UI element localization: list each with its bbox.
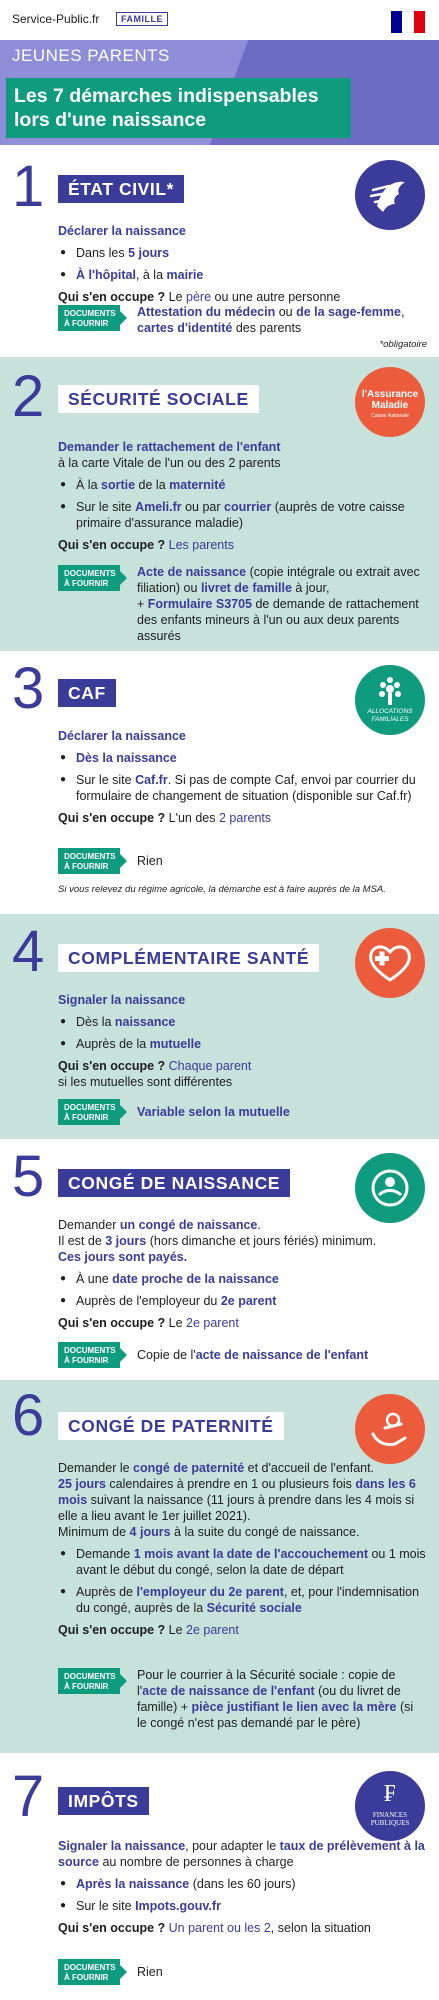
- assurance-maladie-logo: [355, 367, 425, 437]
- text: (dans les 60 jours): [189, 1877, 296, 1891]
- section-body: [58, 223, 429, 311]
- text: PUBLIQUES: [370, 1819, 410, 1827]
- intro-text: Demander un congé de naissance. Il est de 3 jours (hors dimanche et jours fériés) minimum. Ces jours sont payés.: [58, 1218, 377, 1264]
- list-item: [58, 1898, 429, 1914]
- action-text: Déclarer la naissance: [58, 224, 186, 238]
- list-item: [58, 267, 429, 283]
- text: suivant la naissance (11 jours à prendre dans les 4 mois si elle a lieu avant le 1er juillet 2021).: [58, 1493, 415, 1523]
- text: cartes d'identité: [137, 321, 233, 335]
- text: Il est de: [58, 1234, 106, 1248]
- hands-baby-icon: [355, 1394, 425, 1464]
- text: livret de famille: [200, 581, 292, 595]
- text: un congé de naissance: [119, 1218, 258, 1232]
- finances-publiques-logo: [355, 1771, 425, 1841]
- text: mairie: [166, 268, 204, 282]
- text: Sur le site: [76, 500, 136, 514]
- text: À FOURNIR: [64, 1113, 109, 1122]
- text: père: [186, 290, 212, 304]
- list-item: [58, 1036, 429, 1052]
- section-body: [58, 1217, 429, 1337]
- text: À FOURNIR: [64, 1973, 109, 1982]
- who-question: Qui s'en occupe ?: [58, 1921, 166, 1935]
- action-text: [58, 439, 429, 471]
- text: à jour,: [291, 581, 330, 595]
- text: 1 mois avant la date de l'accouchement: [133, 1547, 368, 1561]
- who-line: [58, 1622, 429, 1638]
- documents-badge: [58, 1668, 120, 1694]
- text: Sécurité sociale: [206, 1601, 302, 1615]
- text: Ameli.fr: [135, 500, 182, 514]
- hero-banner: [0, 40, 439, 145]
- text: À la: [76, 478, 102, 492]
- text: (copie intégrale ou extrait avec filiation) ou: [137, 565, 420, 595]
- who-line: [58, 810, 429, 826]
- text: l'Assurance: [361, 389, 419, 400]
- text: À FOURNIR: [64, 579, 109, 588]
- text: 25 jours: [58, 1477, 106, 1491]
- text: Attestation du médecin: [137, 305, 276, 319]
- section-body: [58, 1838, 429, 1942]
- text: maternité: [169, 478, 226, 492]
- text: (si le congé n'est pas demandé par le père): [137, 1700, 414, 1730]
- who-question: Qui s'en occupe ?: [58, 538, 166, 552]
- text: Acte de naissance: [137, 565, 247, 579]
- documents-text: [137, 304, 425, 336]
- text: 2 parents: [219, 811, 272, 825]
- section-body: [58, 728, 429, 832]
- section-etat-civil: [0, 145, 439, 357]
- text: dans les 6 mois: [58, 1477, 416, 1507]
- text: DOCUMENTS: [64, 1103, 116, 1112]
- text: ou: [275, 305, 297, 319]
- header: [0, 0, 439, 40]
- text: de la sage-femme: [296, 305, 401, 319]
- text: et d'accueil de l'enfant.: [244, 1461, 375, 1475]
- logo-text: [355, 708, 425, 724]
- text: pièce justifiant le lien avec la mère: [191, 1700, 397, 1714]
- who-question: Qui s'en occupe ?: [58, 290, 166, 304]
- who-question: Qui s'en occupe ?: [58, 1059, 166, 1073]
- text: date proche de la naissance: [112, 1272, 279, 1286]
- who-line: [58, 289, 429, 305]
- section-body: [58, 992, 429, 1096]
- text: Auprès de: [76, 1585, 137, 1599]
- text: mutuelle: [149, 1037, 202, 1051]
- text: Le: [165, 290, 187, 304]
- who-line: [58, 1058, 429, 1090]
- text: (auprès de votre caisse primaire d'assurance maladie): [76, 500, 405, 530]
- who-question: Qui s'en occupe ?: [58, 1623, 166, 1637]
- section-caf: [0, 651, 439, 914]
- text: , et, pour l'indemnisation du congé, auprès de la: [76, 1585, 420, 1615]
- section-securite-sociale: [0, 357, 439, 651]
- section-title: CAF: [58, 679, 116, 707]
- step-number: 2: [12, 364, 45, 429]
- text: DOCUMENTS: [64, 1346, 116, 1355]
- text: ou par: [181, 500, 224, 514]
- text: 5 jours: [128, 246, 170, 260]
- documents-badge: [58, 1342, 120, 1368]
- list-item: [58, 750, 429, 766]
- text: congé de paternité: [133, 1461, 245, 1475]
- text: Dans les: [76, 246, 129, 260]
- section-title: ÉTAT CIVIL*: [58, 175, 184, 203]
- marianne-flag-icon: [391, 11, 425, 33]
- step-number: 1: [12, 154, 45, 219]
- documents-text: Rien: [137, 1965, 163, 1979]
- list-item: [58, 499, 429, 531]
- text: de demande de rattachement des enfants mineurs à l'un ou aux deux parents assurés: [137, 597, 419, 643]
- text: ou une autre personne: [211, 290, 341, 304]
- documents-text: [137, 1667, 425, 1731]
- text: DOCUMENTS: [64, 569, 116, 578]
- text: Auprès de l'employeur du: [76, 1294, 221, 1308]
- text: à la suite du congé de naissance.: [170, 1525, 360, 1539]
- list-item: [58, 1293, 429, 1309]
- text: DOCUMENTS: [64, 309, 116, 318]
- list-item: [58, 772, 429, 804]
- who-line: [58, 537, 429, 553]
- logo-text: [355, 1811, 425, 1827]
- documents-badge: [58, 1099, 120, 1125]
- text: taux de prélèvement à la source: [58, 1839, 425, 1869]
- action-text: Signaler la naissance: [58, 993, 186, 1007]
- list-item: [58, 477, 429, 493]
- text: Demander le rattachement de l'enfant: [58, 440, 281, 454]
- text: Le: [165, 1623, 187, 1637]
- list-item: [58, 1014, 429, 1030]
- intro-text: [58, 1460, 429, 1540]
- text: Le: [165, 1316, 187, 1330]
- section-title: CONGÉ DE PATERNITÉ: [58, 1412, 284, 1440]
- documents-badge: [58, 305, 120, 331]
- step-number: 3: [12, 656, 45, 721]
- text: sortie: [101, 478, 136, 492]
- text: acte de naissance de l'enfant: [142, 1684, 315, 1698]
- text: Les parents: [165, 538, 234, 552]
- text: Sur le site: [76, 773, 136, 787]
- step-number: 7: [12, 1764, 45, 1829]
- text: Dès la naissance: [76, 751, 177, 765]
- documents-text: Rien: [137, 854, 163, 868]
- text: L'un des: [165, 811, 219, 825]
- section-impots: [0, 1753, 439, 2000]
- text: des parents: [232, 321, 302, 335]
- text: (hors dimanche et jours fériés) minimum.: [146, 1234, 377, 1248]
- text: 4 jours: [129, 1525, 171, 1539]
- documents-text: Variable selon la mutuelle: [137, 1105, 290, 1119]
- text: l'employeur du 2e parent: [136, 1585, 284, 1599]
- text: , à la: [135, 268, 167, 282]
- logo-text: [355, 389, 425, 422]
- step-number: 4: [12, 919, 45, 984]
- text: À l'hôpital: [76, 268, 136, 282]
- text: DOCUMENTS: [64, 1963, 116, 1972]
- step-number: 5: [12, 1144, 45, 1209]
- text: Caisse Nationale: [371, 413, 409, 419]
- text: Formulaire S3705: [147, 597, 252, 611]
- documents-badge: [58, 1959, 120, 1985]
- action-text: Déclarer la naissance: [58, 729, 186, 743]
- who-line: [58, 1920, 429, 1936]
- text: Chaque parent: [165, 1059, 252, 1073]
- text: 3 jours: [105, 1234, 147, 1248]
- text: au nombre de personnes à charge: [99, 1855, 294, 1869]
- hero-title: Les 7 démarches indispensables lors d'une naissance: [6, 78, 351, 138]
- text: , pour adapter le: [185, 1839, 280, 1853]
- text: Signaler la naissance: [58, 1839, 186, 1853]
- section-complementaire-sante: [0, 914, 439, 1139]
- section-title: CONGÉ DE NAISSANCE: [58, 1169, 290, 1197]
- text: À FOURNIR: [64, 1682, 109, 1691]
- text: de la: [135, 478, 170, 492]
- text: Minimum de: [58, 1525, 130, 1539]
- text: Ces jours sont payés.: [58, 1250, 188, 1264]
- text: Pour le courrier à la Sécurité sociale : copie de l': [137, 1668, 396, 1698]
- text: Sur le site: [76, 1899, 136, 1913]
- text: Auprès de la: [76, 1037, 150, 1051]
- section-title: IMPÔTS: [58, 1787, 149, 1815]
- text: DOCUMENTS: [64, 1672, 116, 1681]
- text: calendaires à prendre en 1 ou plusieurs fois: [105, 1477, 356, 1491]
- text: Demander: [58, 1218, 120, 1232]
- text: FAMILIALES: [371, 716, 409, 723]
- list-item: [58, 1876, 429, 1892]
- text: Un parent ou les 2: [165, 1921, 271, 1935]
- text: (ou du livret de famille) +: [137, 1684, 401, 1714]
- text: À une: [76, 1272, 113, 1286]
- text: FINANCES: [372, 1811, 408, 1819]
- step-number: 6: [12, 1383, 45, 1448]
- text: si les mutuelles sont différentes: [58, 1075, 233, 1089]
- documents-badge: [58, 848, 120, 874]
- text: acte de naissance de l'enfant: [195, 1348, 369, 1362]
- section-title: SÉCURITÉ SOCIALE: [58, 385, 259, 413]
- brand-name: Service-Public.fr: [12, 12, 100, 26]
- text: Demander le: [58, 1461, 134, 1475]
- family-tag: FAMILLE: [116, 12, 168, 26]
- text: À FOURNIR: [64, 1356, 109, 1365]
- text: à la carte Vitale de l'un ou des 2 parents: [58, 456, 281, 470]
- who-question: Qui s'en occupe ?: [58, 811, 166, 825]
- logo-glyph: ₣: [384, 1781, 396, 1807]
- marianne-icon: [355, 160, 425, 230]
- text: À FOURNIR: [64, 319, 109, 328]
- hero-kicker: JEUNES PARENTS: [6, 44, 176, 68]
- text: naissance: [114, 1015, 176, 1029]
- text: Caf.fr: [135, 773, 168, 787]
- text: , selon la situation: [270, 1921, 371, 1935]
- text: ou 1 mois avant le début du congé, selon la date de départ: [76, 1547, 426, 1577]
- who-line: [58, 1315, 429, 1331]
- list-item: [58, 245, 429, 261]
- text: Après la naissance: [76, 1877, 190, 1891]
- text: Impots.gouv.fr: [135, 1899, 221, 1913]
- text: Maladie: [371, 400, 409, 411]
- list-item: [58, 1584, 429, 1616]
- list-item: [58, 1546, 429, 1578]
- documents-text: [137, 1347, 425, 1363]
- who-question: Qui s'en occupe ?: [58, 1316, 166, 1330]
- text: . Si pas de compte Caf, envoi par courrier du formulaire de changement de situation (disponible sur Caf.fr): [76, 773, 416, 803]
- section-conge-paternite: [0, 1380, 439, 1753]
- action-text: [58, 1838, 429, 1870]
- text: DOCUMENTS: [64, 852, 116, 861]
- text: Copie de l': [137, 1348, 196, 1362]
- caf-logo: [355, 665, 425, 735]
- text: 2e parent: [186, 1623, 239, 1637]
- list-item: [58, 1271, 429, 1287]
- section-body: [58, 439, 429, 559]
- footnote: Si vous relevez du régime agricole, la démarche est à faire auprès de la MSA.: [58, 884, 386, 895]
- text: ,: [401, 305, 405, 319]
- text: ALLOCATIONS: [367, 708, 413, 715]
- footnote: *obligatoire: [379, 339, 427, 350]
- baby-icon: [355, 1153, 425, 1223]
- text: Demande: [76, 1547, 134, 1561]
- text: Dès la: [76, 1015, 115, 1029]
- text: +: [137, 597, 148, 611]
- documents-badge: [58, 565, 120, 591]
- text: 2e parent: [186, 1316, 239, 1330]
- documents-text: [137, 564, 425, 644]
- heart-cross-icon: [355, 928, 425, 998]
- section-title: COMPLÉMENTAIRE SANTÉ: [58, 944, 319, 972]
- text: 2e parent: [220, 1294, 277, 1308]
- text: À FOURNIR: [64, 862, 109, 871]
- section-conge-naissance: [0, 1139, 439, 1380]
- section-body: [58, 1460, 429, 1644]
- text: courrier: [224, 500, 272, 514]
